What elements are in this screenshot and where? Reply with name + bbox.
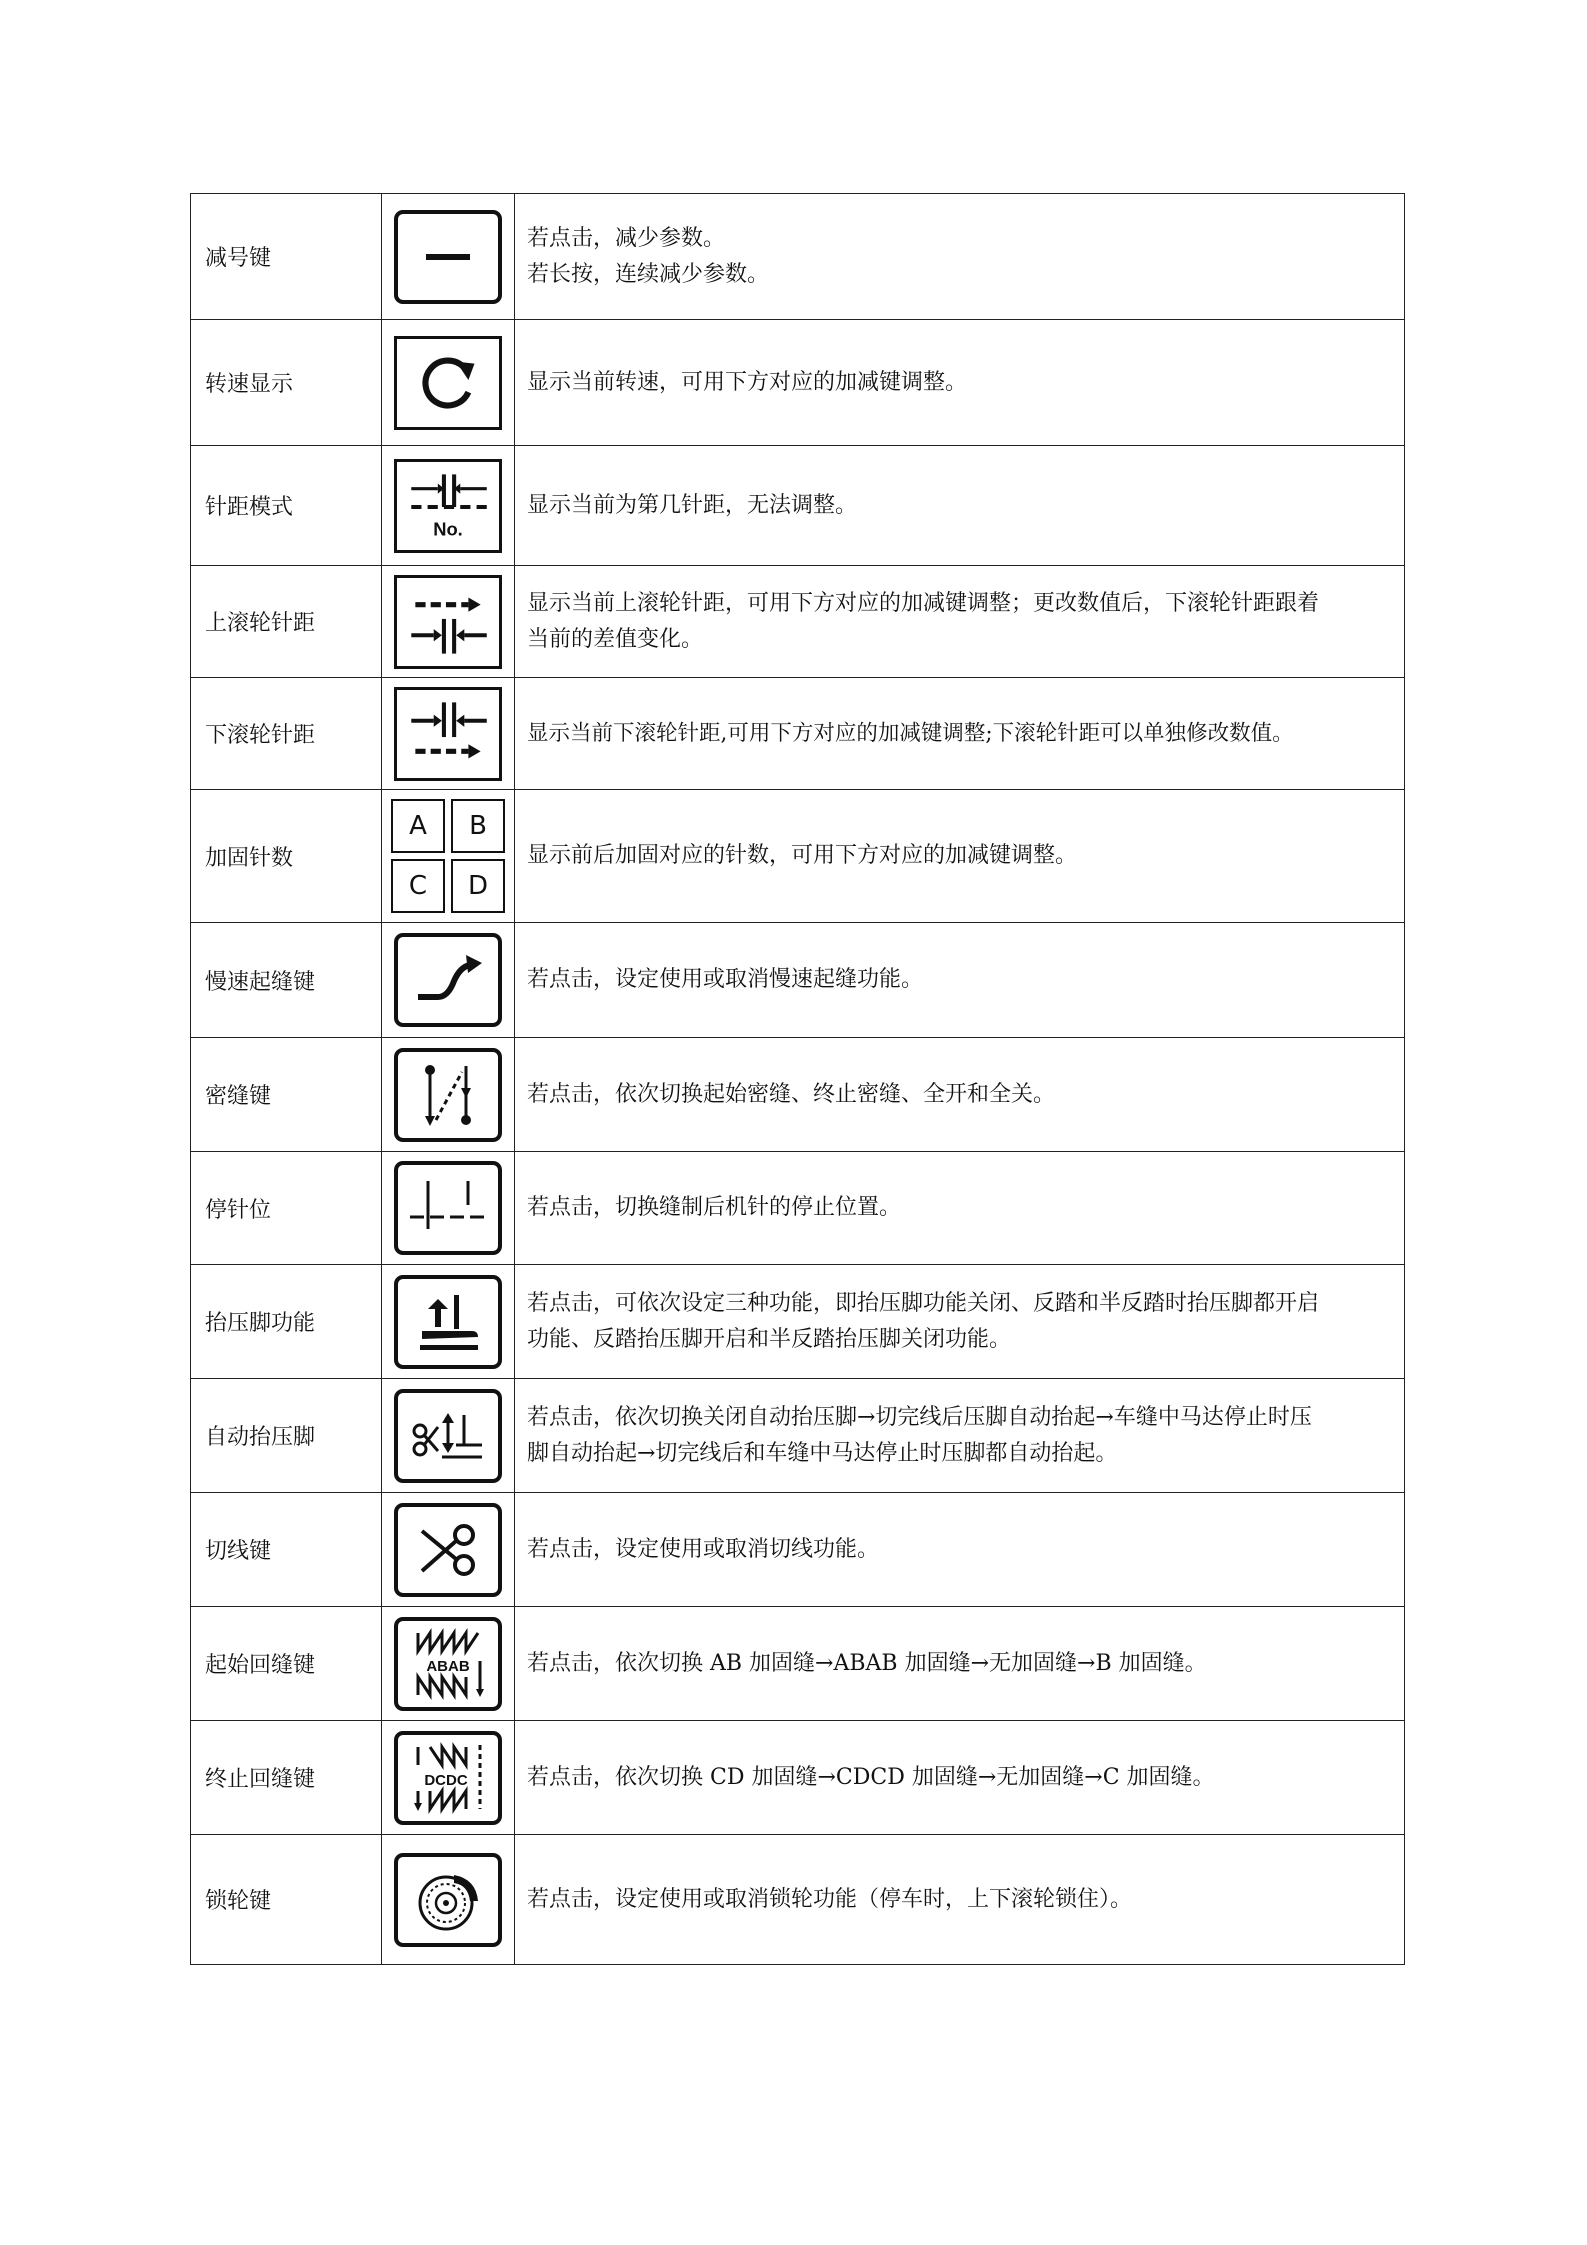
presser-foot-lift-icon xyxy=(394,1275,502,1369)
key-description: 显示当前转速，可用下方对应的加减键调整。 xyxy=(527,369,968,395)
minus-icon xyxy=(394,210,502,304)
key-description: 若点击，设定使用或取消切线功能。 xyxy=(527,1536,880,1562)
table-row xyxy=(191,1265,1405,1379)
key-name: 抬压脚功能 xyxy=(191,1265,382,1379)
needle-stop-position-icon xyxy=(394,1161,502,1255)
key-name: 上滚轮针距 xyxy=(191,566,382,678)
table-row xyxy=(191,1721,1405,1835)
key-name: 自动抬压脚 xyxy=(191,1379,382,1493)
table-row xyxy=(191,923,1405,1038)
key-name: 减号键 xyxy=(191,194,382,320)
key-description: 若点击，依次切换关闭自动抬压脚→切完线后压脚自动抬起→车缝中马达停止时压 xyxy=(527,1404,1312,1430)
start-backtack-icon xyxy=(394,1617,502,1711)
letter-b: B xyxy=(451,799,505,853)
key-name: 终止回缝键 xyxy=(191,1721,382,1835)
table-row xyxy=(191,1038,1405,1152)
icon-label: ABAB xyxy=(426,1657,470,1675)
key-description: 显示当前上滚轮针距，可用下方对应的加减键调整；更改数值后，下滚轮针距跟着 xyxy=(527,590,1320,616)
key-name: 加固针数 xyxy=(191,790,382,923)
key-name: 慢速起缝键 xyxy=(191,923,382,1038)
table-row xyxy=(191,1607,1405,1721)
key-name: 停针位 xyxy=(191,1152,382,1265)
key-description: 若点击，设定使用或取消慢速起缝功能。 xyxy=(527,967,924,992)
slow-start-icon xyxy=(394,933,502,1027)
key-name: 锁轮键 xyxy=(191,1835,382,1965)
key-description: 若点击，减少参数。 xyxy=(527,225,726,251)
letter-d: D xyxy=(451,859,505,913)
key-description: 显示当前下滚轮针距,可用下方对应的加减键调整;下滚轮针距可以单独修改数值。 xyxy=(527,720,1294,746)
key-description: 当前的差值变化。 xyxy=(527,626,704,652)
table-row xyxy=(191,194,1405,320)
thread-trim-scissors-icon xyxy=(394,1503,502,1597)
key-name: 下滚轮针距 xyxy=(191,678,382,790)
key-name: 针距模式 xyxy=(191,446,382,566)
key-name: 切线键 xyxy=(191,1493,382,1607)
auto-presser-foot-icon xyxy=(394,1389,502,1483)
table-row xyxy=(191,678,1405,790)
table-row xyxy=(191,566,1405,678)
key-description: 若点击，可依次设定三种功能，即抬压脚功能关闭、反踏和半反踏时抬压脚都开启 xyxy=(527,1290,1320,1316)
icon-label: No. xyxy=(433,518,463,540)
key-description: 若长按，连续减少参数。 xyxy=(527,261,770,287)
icon-label: DCDC xyxy=(424,1771,468,1789)
wheel-lock-icon xyxy=(394,1853,502,1947)
key-description: 若点击，切换缝制后机针的停止位置。 xyxy=(527,1195,902,1220)
condensed-stitch-icon xyxy=(394,1048,502,1142)
key-description: 显示前后加固对应的针数，可用下方对应的加减键调整。 xyxy=(527,843,1078,868)
table-row xyxy=(191,790,1405,923)
end-backtack-icon xyxy=(394,1731,502,1825)
table-row xyxy=(191,1835,1405,1965)
table-row xyxy=(191,446,1405,566)
lower-roller-stitch-icon xyxy=(394,687,502,781)
rotation-speed-icon xyxy=(394,336,502,430)
key-description: 若点击，依次切换起始密缝、终止密缝、全开和全关。 xyxy=(527,1081,1056,1107)
key-description: 显示当前为第几针距，无法调整。 xyxy=(527,492,858,518)
key-name: 密缝键 xyxy=(191,1038,382,1152)
key-description: 功能、反踏抬压脚开启和半反踏抬压脚关闭功能。 xyxy=(527,1326,1012,1352)
upper-roller-stitch-icon xyxy=(394,575,502,669)
letter-c: C xyxy=(391,859,445,913)
key-description: 若点击，依次切换 AB 加固缝→ABAB 加固缝→无加固缝→B 加固缝。 xyxy=(527,1650,1207,1676)
key-function-table xyxy=(190,193,1405,1965)
key-description: 脚自动抬起→切完线后和车缝中马达停止时压脚都自动抬起。 xyxy=(527,1440,1118,1466)
key-description: 若点击，设定使用或取消锁轮功能（停车时，上下滚轮锁住）。 xyxy=(527,1886,1133,1912)
table-row xyxy=(191,1152,1405,1265)
key-name: 起始回缝键 xyxy=(191,1607,382,1721)
reinforce-abcd-icon xyxy=(391,799,505,913)
key-name: 转速显示 xyxy=(191,320,382,446)
table-row xyxy=(191,1493,1405,1607)
key-description: 若点击，依次切换 CD 加固缝→CDCD 加固缝→无加固缝→C 加固缝。 xyxy=(527,1764,1215,1790)
table-row xyxy=(191,320,1405,446)
letter-a: A xyxy=(391,799,445,853)
stitch-length-mode-icon xyxy=(394,459,502,553)
table-row xyxy=(191,1379,1405,1493)
